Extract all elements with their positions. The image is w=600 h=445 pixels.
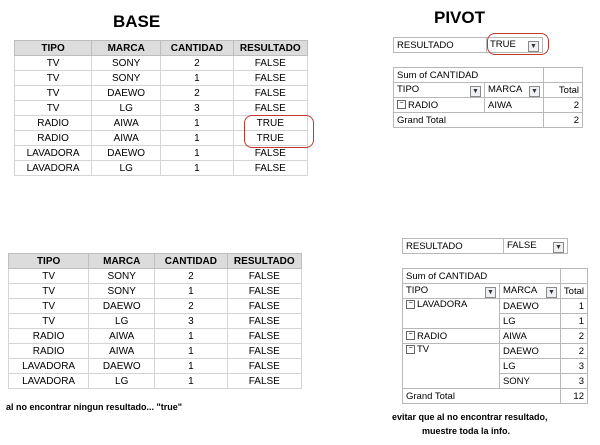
cell[interactable]: 2 [155, 299, 227, 314]
pivot2-filter [402, 238, 568, 254]
table-row [9, 269, 302, 284]
table-row [9, 374, 302, 389]
collapse-icon[interactable]: − [406, 331, 415, 340]
pivot-row-marca: DAEWO [499, 344, 560, 359]
cell[interactable]: LAVADORA [15, 161, 92, 176]
cell[interactable]: FALSE [227, 344, 301, 359]
cell[interactable]: TV [15, 86, 92, 101]
cell[interactable]: RADIO [9, 329, 89, 344]
base-table-bottom [8, 253, 302, 389]
dropdown-icon[interactable]: ▼ [485, 287, 496, 298]
table-row [9, 329, 302, 344]
pivot-row-marca: DAEWO [499, 299, 560, 314]
header-cantidad: CANTIDAD [155, 254, 227, 269]
header-tipo: TIPO [9, 254, 89, 269]
cell[interactable]: RADIO [15, 116, 92, 131]
pivot1-table [393, 67, 583, 128]
cell[interactable]: TRUE [233, 116, 307, 131]
pivot2-col-marca: MARCA [502, 284, 538, 296]
pivot-row-marca: AIWA [499, 329, 560, 344]
cell[interactable]: DAEWO [89, 299, 155, 314]
pivot-row-total: 2 [544, 98, 583, 113]
cell[interactable]: TV [15, 101, 92, 116]
collapse-icon[interactable]: − [397, 100, 406, 109]
cell[interactable]: FALSE [227, 329, 301, 344]
table-row [9, 344, 302, 359]
header-marca: MARCA [89, 254, 155, 269]
pivot2-filter-value-cell[interactable] [504, 239, 568, 254]
table-row [9, 299, 302, 314]
filter-highlight-oval [487, 33, 549, 55]
pivot1-grand-total: 2 [544, 113, 583, 128]
pivot1-sum-label: Sum of CANTIDAD [394, 68, 544, 83]
cell[interactable]: LG [92, 161, 161, 176]
cell[interactable]: TV [9, 269, 89, 284]
pivot-row-marca: SONY [499, 374, 560, 389]
cell[interactable]: TRUE [233, 131, 307, 146]
pivot-row-tipo: LAVADORA [417, 299, 468, 310]
table-row [15, 56, 308, 71]
cell[interactable]: FALSE [233, 56, 307, 71]
pivot-row-tipo: RADIO [408, 99, 439, 111]
collapse-icon[interactable]: − [406, 300, 415, 309]
dropdown-icon[interactable]: ▼ [529, 86, 540, 97]
cell[interactable]: 3 [155, 314, 227, 329]
pivot1-col-tipo: TIPO [397, 83, 420, 95]
pivot-row-total: 2 [560, 329, 587, 344]
cell[interactable]: 1 [155, 284, 227, 299]
pivot-row-total: 2 [560, 344, 587, 359]
table-row [9, 284, 302, 299]
pivot1-col-marca: MARCA [488, 83, 523, 95]
filter-funnel-icon[interactable]: ▼ [528, 41, 539, 52]
cell[interactable]: 1 [155, 344, 227, 359]
caption-right-line2: muestre toda la info. [422, 426, 511, 436]
cell[interactable]: 3 [161, 101, 233, 116]
cell[interactable]: 2 [155, 269, 227, 284]
cell[interactable]: FALSE [227, 359, 301, 374]
pivot1-grand-label: Grand Total [394, 113, 544, 128]
pivot2-grand-label: Grand Total [403, 389, 561, 404]
base-table-top [14, 40, 308, 176]
header-marca: MARCA [92, 41, 161, 56]
pivot1-filter-label: RESULTADO [394, 38, 487, 53]
cell[interactable]: FALSE [233, 146, 307, 161]
caption-right-line1: evitar que al no encontrar resultado, [392, 412, 548, 422]
table-row [15, 161, 308, 176]
pivot-row-total: 3 [560, 359, 587, 374]
header-resultado: RESULTADO [227, 254, 301, 269]
cell[interactable]: LG [92, 101, 161, 116]
header-resultado: RESULTADO [233, 41, 307, 56]
cell[interactable]: SONY [89, 284, 155, 299]
pivot1-filter-value: TRUE [490, 38, 516, 50]
cell[interactable]: 1 [161, 116, 233, 131]
cell[interactable]: TV [15, 56, 92, 71]
cell[interactable]: FALSE [227, 269, 301, 284]
dropdown-icon[interactable]: ▼ [546, 287, 557, 298]
cell[interactable]: AIWA [92, 131, 161, 146]
cell[interactable]: FALSE [227, 284, 301, 299]
cell[interactable]: LAVADORA [9, 374, 89, 389]
cell[interactable]: FALSE [233, 101, 307, 116]
pivot-row-marca: AIWA [485, 98, 544, 113]
cell[interactable]: FALSE [233, 161, 307, 176]
pivot2-filter-label: RESULTADO [403, 239, 504, 254]
cell[interactable]: 1 [155, 374, 227, 389]
collapse-icon[interactable]: − [406, 345, 415, 354]
table-row [9, 359, 302, 374]
dropdown-icon[interactable]: ▼ [470, 86, 481, 97]
cell[interactable]: SONY [89, 269, 155, 284]
cell[interactable]: 1 [161, 161, 233, 176]
header-tipo: TIPO [15, 41, 92, 56]
cell[interactable]: TV [9, 299, 89, 314]
cell[interactable]: AIWA [89, 329, 155, 344]
table-row [9, 314, 302, 329]
pivot-row-total: 3 [560, 374, 587, 389]
cell[interactable]: AIWA [92, 116, 161, 131]
cell[interactable]: RADIO [9, 344, 89, 359]
pivot-row-tipo: RADIO [417, 330, 448, 342]
table-row [15, 101, 308, 116]
table-row [15, 86, 308, 101]
pivot-row-marca: LG [499, 359, 560, 374]
pivot-row [394, 98, 583, 113]
pivot-row [403, 344, 588, 359]
pivot1-col-total: Total [544, 83, 583, 98]
cell[interactable]: LG [89, 314, 155, 329]
pivot-row-marca: LG [499, 314, 560, 329]
cell[interactable]: TV [9, 284, 89, 299]
cell[interactable]: RADIO [15, 131, 92, 146]
cell[interactable]: LAVADORA [9, 359, 89, 374]
pivot2-table [402, 268, 588, 404]
filter-funnel-icon[interactable]: ▼ [553, 242, 564, 253]
pivot2-col-tipo: TIPO [406, 284, 429, 296]
true-highlight-oval [244, 115, 314, 148]
pivot2-grand-total: 12 [560, 389, 587, 404]
cell[interactable]: DAEWO [92, 86, 161, 101]
cell[interactable]: FALSE [227, 299, 301, 314]
pivot-row-tipo: TV [417, 344, 430, 355]
cell[interactable]: FALSE [233, 86, 307, 101]
cell[interactable]: SONY [92, 56, 161, 71]
cell[interactable]: DAEWO [92, 146, 161, 161]
cell[interactable]: AIWA [89, 344, 155, 359]
cell[interactable]: 1 [161, 146, 233, 161]
cell[interactable]: 1 [161, 131, 233, 146]
table-row [15, 71, 308, 86]
cell[interactable]: 2 [161, 86, 233, 101]
cell[interactable]: 1 [161, 71, 233, 86]
cell[interactable]: 2 [161, 56, 233, 71]
pivot-row [403, 299, 588, 314]
cell[interactable]: TV [15, 71, 92, 86]
pivot-row-total: 1 [560, 299, 587, 314]
pivot2-sum-label: Sum of CANTIDAD [403, 269, 561, 284]
cell[interactable]: DAEWO [89, 359, 155, 374]
pivot2-filter-value: FALSE [507, 239, 537, 251]
pivot-row-total: 1 [560, 314, 587, 329]
cell[interactable]: LG [89, 374, 155, 389]
cell[interactable]: TV [9, 314, 89, 329]
header-cantidad: CANTIDAD [161, 41, 233, 56]
cell[interactable]: FALSE [227, 374, 301, 389]
pivot2-col-total: Total [560, 284, 587, 299]
pivot-title: PIVOT [434, 8, 486, 27]
cell[interactable]: 1 [155, 329, 227, 344]
cell[interactable]: FALSE [227, 314, 301, 329]
pivot-row [403, 329, 588, 344]
caption-left: al no encontrar ningun resultado... "true" [6, 402, 183, 412]
cell[interactable]: SONY [92, 71, 161, 86]
base-title: BASE [113, 12, 161, 31]
cell[interactable]: FALSE [233, 71, 307, 86]
cell[interactable]: 1 [155, 359, 227, 374]
cell[interactable]: LAVADORA [15, 146, 92, 161]
